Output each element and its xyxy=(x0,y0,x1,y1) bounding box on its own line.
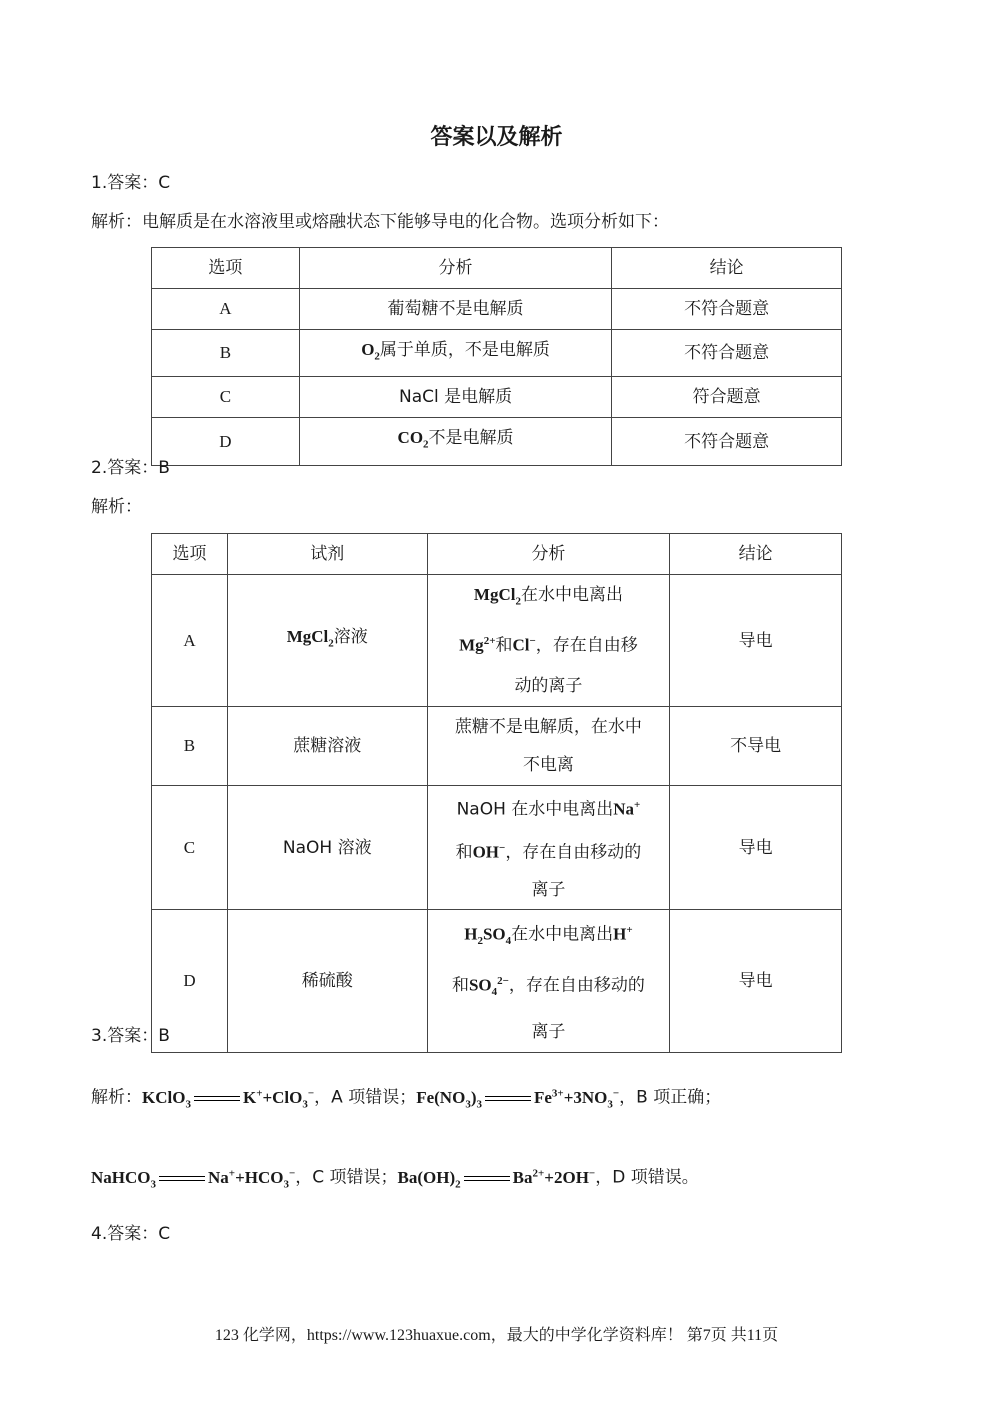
q3-answer: 3.答案：B xyxy=(91,1026,170,1046)
page-title: 答案以及解析 xyxy=(430,125,563,150)
page-footer: 123 化学网，https://www.123huaxue.com，最大的中学化学资料库！ 第7页 共11页 xyxy=(214,1327,779,1344)
q1-answer: 1.答案：C xyxy=(91,173,171,193)
table-row: A MgCl$_2$溶液 MgCl$_2$在水中电离出 $Mg^{2+}$和Cl−，存在自由移 动的离子 导电 xyxy=(152,575,842,707)
q3-equations-line2: NaHCO$_3$ $Na^++HCO_3^-$，C 项错误；$Ba(OH)_2$ $Ba^{2+}+2OH^-$，D 项错误。 xyxy=(91,1167,699,1191)
q2-header-option: 选项 xyxy=(152,534,228,575)
table-row: D $CO_2$不是电解质 不符合题意 xyxy=(152,418,842,465)
equation-kclo3: KClO$_3$ K++ClO$_3$− xyxy=(142,1087,315,1111)
equation-nahco3: NaHCO$_3$ $Na^++HCO_3^-$ xyxy=(91,1167,296,1191)
q2-header-analysis: 分析 xyxy=(427,534,670,575)
q2-table xyxy=(151,533,842,1053)
q1-analysis: 解析：电解质是在水溶液里或熔融状态下能够导电的化合物。选项分析如下： xyxy=(91,212,669,232)
table-row: C NaOH 溶液 NaOH 在水中电离出Na+ 和OH−，存在自由移动的 离子 导电 xyxy=(152,786,842,910)
table-row: C NaCl 是电解质 符合题意 xyxy=(152,377,842,418)
q4-answer: 4.答案：C xyxy=(91,1224,171,1244)
q2-analysis-label: 解析： xyxy=(91,497,142,517)
q3-equations-line1: 解析：KClO$_3$ K++ClO$_3$−，A 项错误；$Fe(NO_3)_3$ $Fe^{3+}+3NO_3^-$，B 项正确； xyxy=(91,1087,722,1111)
q2-header-conclusion: 结论 xyxy=(670,534,842,575)
table-row: B $O_2$属于单质，不是电解质 不符合题意 xyxy=(152,330,842,377)
q1-header-conclusion: 结论 xyxy=(612,248,842,289)
table-row: D 稀硫酸 $H_2SO_4$在水中电离出H+ 和$SO_4^{2-}$，存在自由移动的 离子 导电 xyxy=(152,910,842,1053)
q2-answer: 2.答案：B xyxy=(91,458,170,478)
q1-table xyxy=(151,247,842,466)
q1-header-option: 选项 xyxy=(152,248,300,289)
equation-ba-oh2: $Ba(OH)_2$ $Ba^{2+}+2OH^-$ xyxy=(397,1167,596,1191)
q1-header-analysis: 分析 xyxy=(299,248,612,289)
table-row: B 蔗糖溶液 蔗糖不是电解质，在水中 不电离 不导电 xyxy=(152,707,842,786)
equation-fe-no3: $Fe(NO_3)_3$ $Fe^{3+}+3NO_3^-$ xyxy=(416,1087,620,1111)
table-row: A 葡萄糖不是电解质 不符合题意 xyxy=(152,289,842,330)
q2-header-reagent: 试剂 xyxy=(227,534,427,575)
